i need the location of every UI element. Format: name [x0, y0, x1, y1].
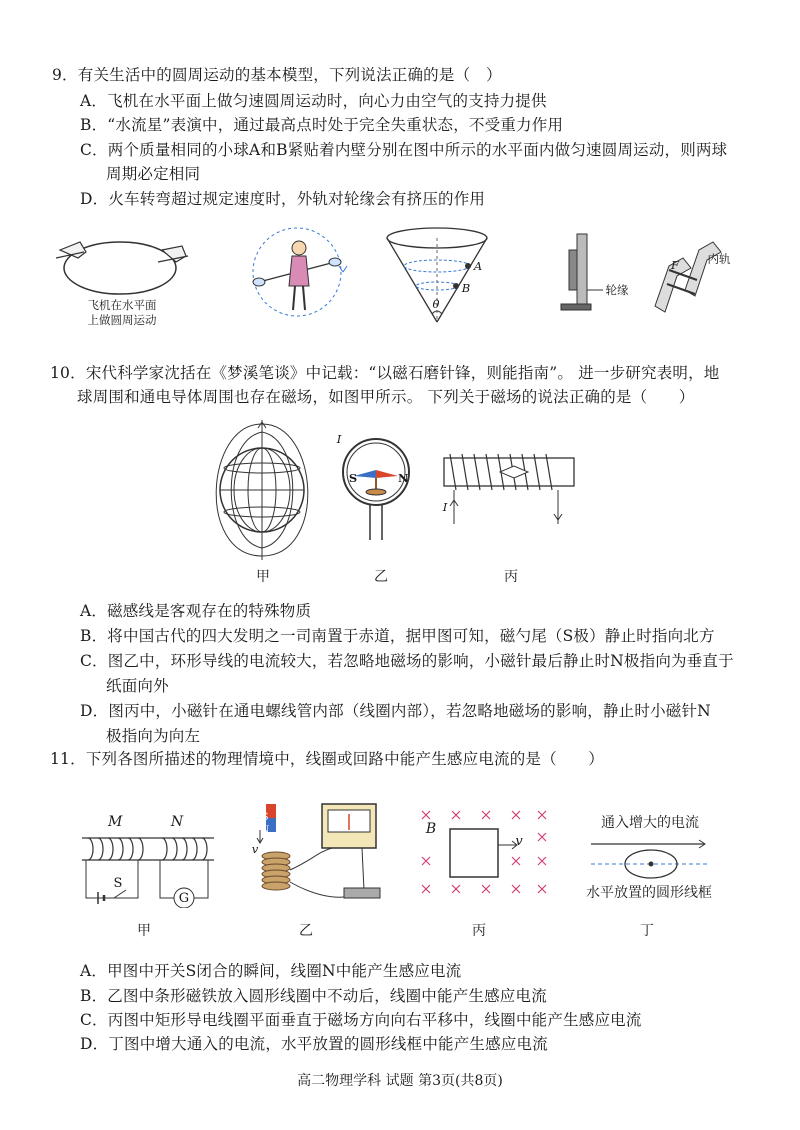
- q10-option-a: A．磁感线是客观存在的特殊物质: [80, 602, 312, 620]
- train-label-rim: 轮缘: [605, 283, 629, 297]
- magnet-coil-figure: [252, 800, 392, 912]
- q9-option-d: D．火车转弯超过规定速度时，外轨对轮缘会有挤压的作用: [80, 190, 486, 208]
- frame-label: 水平放置的圆形线框: [586, 885, 712, 901]
- magnetic-field-loop-figure: [414, 805, 554, 905]
- q11-fig-label-bing: 丙: [472, 923, 486, 939]
- q11-fig-label-ding: 丁: [640, 923, 654, 939]
- q9-option-c-cont: 周期必定相同: [106, 165, 201, 183]
- airplane-caption-1: 飞机在水平面: [87, 298, 157, 312]
- galvanometer-label-g: G: [178, 891, 190, 906]
- cone-label-b: B: [461, 281, 471, 295]
- coil-label-m: M: [108, 814, 123, 830]
- q9-option-c: C．两个质量相同的小球A和B紧贴着内壁分别在图中所示的水平面内做匀速圆周运动，则两球: [80, 141, 728, 159]
- field-label-b: B: [425, 821, 437, 837]
- q11-option-d: D．丁图中增大通入的电流，水平放置的圆形线框中能产生感应电流: [80, 1035, 548, 1053]
- train-label-inner-rail: 内轨: [707, 252, 731, 266]
- solenoid-figure: [440, 450, 580, 530]
- q9-option-a: A．飞机在水平面上做匀速圆周运动时，向心力由空气的支持力提供: [80, 92, 547, 110]
- ring-label-n: N: [398, 471, 409, 485]
- ring-current-figure: [336, 432, 416, 542]
- current-wire-frame-figure: [585, 836, 715, 886]
- q11-fig-label-yi: 乙: [299, 923, 313, 939]
- q10-fig-label-yi: 乙: [374, 569, 388, 585]
- solenoid-label-i: I: [442, 500, 448, 514]
- q11-option-b: B．乙图中条形磁铁放入圆形线圈中不动后，线圈中能产生感应电流: [80, 987, 547, 1005]
- magnet-label-v: v: [251, 842, 259, 856]
- q11-option-c: C．丙图中矩形导电线圈平面垂直于磁场方向向右平移中，线圈中能产生感应电流: [80, 1011, 642, 1029]
- two-coils-figure: [78, 828, 218, 908]
- q9-option-b: B．“水流星”表演中，通过最高点时处于完全失重状态，不受重力作用: [80, 116, 564, 134]
- q10-stem-2: 球周围和通电导体周围也存在磁场，如图甲所示。 下列关于磁场的说法正确的是（ ）: [77, 388, 695, 406]
- q10-fig-label-bing: 丙: [504, 569, 518, 585]
- earth-magnetic-field-figure: [205, 420, 320, 560]
- q9-stem: 9．有关生活中的圆周运动的基本模型，下列说法正确的是（ ）: [52, 66, 502, 84]
- ring-label-s: S: [348, 471, 358, 485]
- q10-fig-label-jia: 甲: [256, 569, 270, 585]
- train-label-f: F: [671, 258, 679, 272]
- q11-stem: 11．下列各图所描述的物理情境中，线圈或回路中能产生感应电流的是（ ）: [50, 750, 604, 768]
- magnet-label-s: S: [261, 812, 269, 823]
- magnet-label-n: N: [260, 825, 270, 836]
- current-label: 通入增大的电流: [601, 815, 699, 831]
- airplane-caption-2: 上做圆周运动: [87, 313, 157, 327]
- airplane-circle-figure: [50, 220, 195, 310]
- q10-option-b: B．将中国古代的四大发明之一司南置于赤道，据甲图可知，磁勺尾（S极）静止时指向北方: [80, 627, 715, 645]
- q11-option-a: A．甲图中开关S闭合的瞬间，线圈N中能产生感应电流: [80, 962, 462, 980]
- q10-option-d-cont: 极指向为向左: [106, 727, 201, 745]
- cone-label-theta: θ: [432, 297, 440, 311]
- ring-label-i: I: [336, 432, 342, 446]
- page-footer: 高二物理学科 试题 第3页(共8页): [297, 1073, 503, 1089]
- q10-option-d: D．图丙中，小磁针在通电螺线管内部（线圈内部），若忽略地磁场的影响，静止时小磁针N: [80, 702, 711, 720]
- q10-option-c: C．图乙中，环形导线的电流较大，若忽略地磁场的影响，小磁针最后静止时N极指向为垂直于: [80, 652, 734, 670]
- train-wheel-figure: [555, 228, 740, 318]
- q10-option-c-cont: 纸面向外: [106, 677, 169, 695]
- coil-label-n: N: [170, 814, 184, 830]
- q11-fig-label-jia: 甲: [137, 923, 151, 939]
- loop-label-v: v: [515, 834, 523, 849]
- water-meteor-figure: [245, 222, 350, 322]
- q10-stem-1: 10．宋代科学家沈括在《梦溪笔谈》中记载：“以磁石磨针锋，则能指南”。 进一步研究表明，地: [50, 364, 720, 382]
- cone-label-a: A: [473, 259, 483, 273]
- switch-label-s: S: [113, 876, 123, 891]
